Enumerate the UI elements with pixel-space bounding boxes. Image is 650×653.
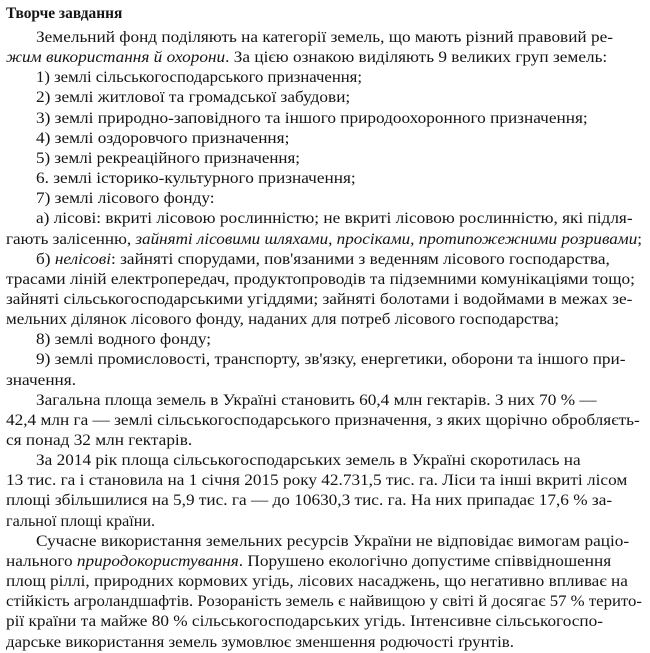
text-line — [36, 128, 289, 150]
text-line — [36, 168, 356, 190]
text-run: ся понад 32 млн гектарів. — [6, 432, 192, 449]
italic-phrase: нелісові — [55, 251, 111, 268]
text-line — [6, 410, 640, 432]
text-line — [36, 531, 629, 553]
text-run: 13 тис. га і становила на 1 січня 2015 року 42.731,5 тис. га. Ліси та інші вкриті лісом — [6, 472, 627, 489]
text-line — [6, 511, 155, 533]
text-line — [6, 370, 76, 392]
text-run: рії країни та майже 80 % сільськогосподарських угідь. Інтенсивне сільськогоспо- — [6, 613, 603, 630]
text-run: нального — [6, 553, 77, 570]
text-run: За 2014 рік площа сільськогосподарських земель в Україні скоротилась на — [36, 452, 581, 469]
text-line — [36, 188, 215, 210]
section-heading: Творче завдання — [6, 3, 122, 25]
text-run: дарське використання земель зумовлює зменшення родючості ґрунтів. — [6, 634, 514, 651]
text-run: 2) землі житлової та громадської забудови; — [36, 89, 350, 106]
text-run: 4) землі оздоровчого призначення; — [36, 130, 289, 147]
text-run: 3) землі природно-заповідного та іншого природоохоронного призначення; — [36, 110, 588, 127]
text-run: зайняті сільськогосподарськими угіддями; зайняті болотами і водоймами в межах зе- — [6, 291, 632, 308]
text-line — [36, 108, 588, 130]
text-run: 7) землі лісового фонду: — [36, 190, 215, 207]
text-run: 9) землі промисловості, транспорту, зв'язку, енергетики, оборони та іншого при- — [36, 351, 626, 368]
text-run: Земельний фонд поділяють на категорії земель, що мають різний правовий ре- — [36, 29, 613, 46]
text-run: Загальна площа земель в Україні становить 60,4 млн гектарів. З них 70 % — — [36, 392, 597, 409]
text-line — [6, 269, 635, 291]
text-line — [6, 229, 642, 251]
text-run: площ ріллі, природних кормових угідь, лісових насаджень, що негативно впливає на — [6, 573, 628, 590]
text-run: 42,4 млн га — землі сільськогосподарського призначення, з яких щорічно обробляєть- — [6, 412, 640, 429]
text-run: 1) землі сільськогосподарського призначення; — [36, 69, 362, 86]
italic-phrase: природокористування — [77, 553, 239, 570]
text-run: . Порушено екологічно допустиме співвідношення — [239, 553, 611, 570]
text-run: стійкість агроландшафтів. Розораність земель є найвищою у світі й досягає 57 % терито- — [6, 593, 642, 610]
text-run: гальної площі країни. — [6, 513, 155, 530]
text-line — [6, 289, 632, 311]
text-line — [6, 309, 559, 331]
italic-phrase: зайняті лісовими шляхами, просіками, протипожежними розривами — [135, 231, 637, 248]
text-run: а) лісові: вкриті лісовою рослинністю; не вкриті лісовою рослинністю, які підля- — [36, 210, 633, 227]
italic-phrase: жим використання й охорони — [6, 49, 225, 66]
text-run: трасами ліній електропередач, продуктопроводів та підземними комунікаціями тощо; — [6, 271, 635, 288]
text-line — [36, 249, 610, 271]
text-line — [36, 450, 581, 472]
text-run: площі збільшилися на 5,9 тис. га — до 10630,3 тис. га. На них припадає 17,6 % за- — [6, 492, 612, 509]
text-line — [6, 430, 192, 452]
text-run: : зайняті спорудами, пов'язаними з веденням лісового господарства, — [111, 251, 610, 268]
text-run: б) — [36, 251, 55, 268]
text-run: 5) землі рекреаційного призначення; — [36, 150, 300, 167]
text-run: ; — [637, 231, 642, 248]
text-line — [36, 390, 597, 412]
text-run: . За цією ознакою виділяють 9 великих груп земель: — [225, 49, 607, 66]
text-line — [36, 208, 633, 230]
text-line — [36, 67, 362, 89]
text-line — [6, 571, 628, 593]
text-line — [36, 329, 211, 351]
text-line — [6, 591, 642, 613]
text-line — [36, 349, 626, 371]
text-run: Сучасне використання земельних ресурсів України не відповідає вимогам раціо- — [36, 533, 629, 550]
text-line — [36, 148, 300, 170]
text-run: мельних ділянок лісового фонду, наданих для потреб лісового господарства; — [6, 311, 559, 328]
text-line — [6, 551, 611, 573]
text-line — [36, 27, 613, 49]
text-line — [6, 490, 612, 512]
text-line — [6, 611, 603, 633]
text-run: гають залісенню, — [6, 231, 135, 248]
text-line — [6, 632, 514, 653]
text-run: значення. — [6, 372, 76, 389]
text-line — [6, 470, 627, 492]
text-line — [6, 47, 607, 69]
text-run: 6. землі історико-культурного призначення; — [36, 170, 356, 187]
text-line — [36, 87, 350, 109]
text-run: 8) землі водного фонду; — [36, 331, 211, 348]
